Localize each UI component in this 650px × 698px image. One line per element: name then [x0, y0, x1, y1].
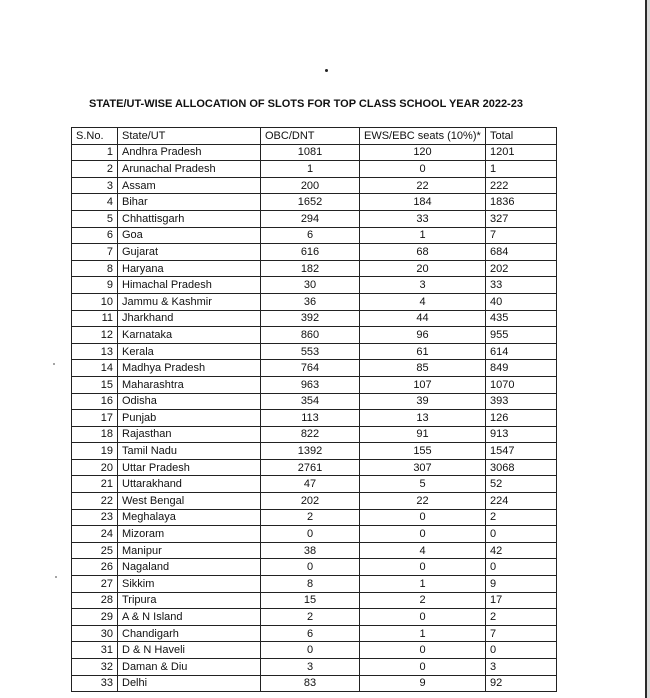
cell-obc: 30 — [261, 277, 360, 294]
cell-state: Assam — [118, 177, 261, 194]
table-row — [72, 244, 557, 261]
table-row — [72, 592, 557, 609]
table-row — [72, 493, 557, 510]
table-row — [72, 410, 557, 427]
cell-state: Manipur — [118, 542, 261, 559]
cell-total: 1547 — [486, 443, 557, 460]
cell-ews: 22 — [360, 493, 486, 510]
cell-state: Andhra Pradesh — [118, 144, 261, 161]
cell-sno: 1 — [72, 144, 118, 161]
cell-total: 1070 — [486, 376, 557, 393]
table-row — [72, 659, 557, 676]
cell-total: 40 — [486, 293, 557, 310]
header-state: State/UT — [118, 128, 261, 145]
cell-obc: 294 — [261, 210, 360, 227]
cell-state: Sikkim — [118, 576, 261, 593]
cell-state: Nagaland — [118, 559, 261, 576]
cell-ews: 91 — [360, 426, 486, 443]
cell-sno: 21 — [72, 476, 118, 493]
cell-obc: 1 — [261, 161, 360, 178]
cell-state: Tamil Nadu — [118, 443, 261, 460]
cell-sno: 32 — [72, 659, 118, 676]
cell-sno: 8 — [72, 260, 118, 277]
cell-sno: 2 — [72, 161, 118, 178]
cell-obc: 2761 — [261, 459, 360, 476]
cell-obc: 0 — [261, 526, 360, 543]
table-row — [72, 376, 557, 393]
table-row — [72, 526, 557, 543]
cell-ews: 39 — [360, 393, 486, 410]
table-row — [72, 177, 557, 194]
cell-ews: 1 — [360, 576, 486, 593]
cell-ews: 13 — [360, 410, 486, 427]
cell-state: Delhi — [118, 675, 261, 692]
cell-total: 1 — [486, 161, 557, 178]
cell-sno: 27 — [72, 576, 118, 593]
table-row — [72, 310, 557, 327]
cell-obc: 0 — [261, 642, 360, 659]
table-body — [72, 144, 557, 692]
cell-ews: 4 — [360, 293, 486, 310]
cell-ews: 5 — [360, 476, 486, 493]
cell-ews: 0 — [360, 526, 486, 543]
cell-ews: 33 — [360, 210, 486, 227]
cell-sno: 3 — [72, 177, 118, 194]
cell-state: Karnataka — [118, 327, 261, 344]
cell-state: Chhattisgarh — [118, 210, 261, 227]
table-row — [72, 194, 557, 211]
cell-obc: 392 — [261, 310, 360, 327]
cell-obc: 1652 — [261, 194, 360, 211]
cell-obc: 860 — [261, 327, 360, 344]
cell-obc: 963 — [261, 376, 360, 393]
cell-state: Uttarakhand — [118, 476, 261, 493]
cell-ews: 85 — [360, 360, 486, 377]
cell-sno: 19 — [72, 443, 118, 460]
cell-obc: 764 — [261, 360, 360, 377]
table-row — [72, 277, 557, 294]
header-obc: OBC/DNT — [261, 128, 360, 145]
cell-state: Jammu & Kashmir — [118, 293, 261, 310]
cell-state: D & N Haveli — [118, 642, 261, 659]
scan-speck — [55, 576, 57, 578]
cell-ews: 2 — [360, 592, 486, 609]
table-row — [72, 293, 557, 310]
cell-total: 9 — [486, 576, 557, 593]
cell-ews: 3 — [360, 277, 486, 294]
cell-sno: 12 — [72, 327, 118, 344]
cell-sno: 5 — [72, 210, 118, 227]
cell-total: 52 — [486, 476, 557, 493]
cell-sno: 25 — [72, 542, 118, 559]
cell-total: 955 — [486, 327, 557, 344]
cell-ews: 0 — [360, 609, 486, 626]
cell-ews: 0 — [360, 161, 486, 178]
cell-obc: 354 — [261, 393, 360, 410]
table-row — [72, 260, 557, 277]
cell-ews: 44 — [360, 310, 486, 327]
table-row — [72, 210, 557, 227]
cell-obc: 83 — [261, 675, 360, 692]
cell-sno: 10 — [72, 293, 118, 310]
cell-total: 614 — [486, 343, 557, 360]
cell-obc: 36 — [261, 293, 360, 310]
cell-sno: 7 — [72, 244, 118, 261]
cell-state: Maharashtra — [118, 376, 261, 393]
cell-state: Arunachal Pradesh — [118, 161, 261, 178]
cell-state: Gujarat — [118, 244, 261, 261]
cell-ews: 1 — [360, 625, 486, 642]
cell-state: Chandigarh — [118, 625, 261, 642]
cell-obc: 2 — [261, 509, 360, 526]
document-title: STATE/UT-WISE ALLOCATION OF SLOTS FOR TOP CLASS SCHOOL YEAR 2022-23 — [89, 98, 523, 110]
cell-obc: 182 — [261, 260, 360, 277]
cell-obc: 822 — [261, 426, 360, 443]
cell-total: 435 — [486, 310, 557, 327]
cell-ews: 120 — [360, 144, 486, 161]
cell-total: 684 — [486, 244, 557, 261]
page-edge-line — [645, 0, 647, 698]
cell-total: 327 — [486, 210, 557, 227]
cell-ews: 4 — [360, 542, 486, 559]
cell-obc: 553 — [261, 343, 360, 360]
cell-obc: 0 — [261, 559, 360, 576]
cell-sno: 24 — [72, 526, 118, 543]
cell-obc: 6 — [261, 227, 360, 244]
cell-total: 1836 — [486, 194, 557, 211]
table-row — [72, 576, 557, 593]
table-row — [72, 642, 557, 659]
cell-obc: 2 — [261, 609, 360, 626]
cell-total: 849 — [486, 360, 557, 377]
cell-sno: 4 — [72, 194, 118, 211]
cell-total: 0 — [486, 642, 557, 659]
cell-sno: 13 — [72, 343, 118, 360]
cell-state: Jharkhand — [118, 310, 261, 327]
cell-total: 224 — [486, 493, 557, 510]
cell-total: 7 — [486, 227, 557, 244]
cell-ews: 0 — [360, 509, 486, 526]
cell-sno: 28 — [72, 592, 118, 609]
cell-sno: 16 — [72, 393, 118, 410]
cell-obc: 113 — [261, 410, 360, 427]
cell-sno: 18 — [72, 426, 118, 443]
cell-total: 17 — [486, 592, 557, 609]
table-row — [72, 542, 557, 559]
cell-total: 2 — [486, 609, 557, 626]
cell-state: Bihar — [118, 194, 261, 211]
cell-state: Haryana — [118, 260, 261, 277]
cell-total: 1201 — [486, 144, 557, 161]
table-row — [72, 476, 557, 493]
cell-obc: 3 — [261, 659, 360, 676]
table-row — [72, 426, 557, 443]
cell-state: Tripura — [118, 592, 261, 609]
cell-total: 3 — [486, 659, 557, 676]
cell-ews: 61 — [360, 343, 486, 360]
cell-state: Daman & Diu — [118, 659, 261, 676]
cell-state: A & N Island — [118, 609, 261, 626]
cell-total: 0 — [486, 526, 557, 543]
scan-dot — [325, 69, 328, 72]
table-row — [72, 161, 557, 178]
cell-state: Madhya Pradesh — [118, 360, 261, 377]
cell-state: Goa — [118, 227, 261, 244]
cell-sno: 9 — [72, 277, 118, 294]
cell-sno: 29 — [72, 609, 118, 626]
cell-sno: 20 — [72, 459, 118, 476]
cell-ews: 22 — [360, 177, 486, 194]
cell-total: 222 — [486, 177, 557, 194]
cell-state: Rajasthan — [118, 426, 261, 443]
table-row — [72, 559, 557, 576]
cell-ews: 0 — [360, 659, 486, 676]
cell-obc: 1392 — [261, 443, 360, 460]
cell-sno: 15 — [72, 376, 118, 393]
cell-obc: 47 — [261, 476, 360, 493]
table-row — [72, 327, 557, 344]
cell-state: Punjab — [118, 410, 261, 427]
cell-state: Meghalaya — [118, 509, 261, 526]
cell-state: Uttar Pradesh — [118, 459, 261, 476]
cell-ews: 96 — [360, 327, 486, 344]
cell-total: 7 — [486, 625, 557, 642]
cell-sno: 26 — [72, 559, 118, 576]
cell-sno: 22 — [72, 493, 118, 510]
allocation-table — [71, 127, 557, 692]
cell-total: 393 — [486, 393, 557, 410]
cell-total: 42 — [486, 542, 557, 559]
cell-total: 33 — [486, 277, 557, 294]
cell-obc: 200 — [261, 177, 360, 194]
table-row — [72, 360, 557, 377]
cell-ews: 1 — [360, 227, 486, 244]
table-row — [72, 227, 557, 244]
cell-state: Himachal Pradesh — [118, 277, 261, 294]
cell-obc: 202 — [261, 493, 360, 510]
cell-total: 126 — [486, 410, 557, 427]
cell-total: 3068 — [486, 459, 557, 476]
table-row — [72, 509, 557, 526]
cell-total: 913 — [486, 426, 557, 443]
cell-obc: 616 — [261, 244, 360, 261]
cell-sno: 14 — [72, 360, 118, 377]
cell-total: 0 — [486, 559, 557, 576]
table-row — [72, 609, 557, 626]
table-row — [72, 459, 557, 476]
cell-ews: 307 — [360, 459, 486, 476]
cell-ews: 68 — [360, 244, 486, 261]
cell-obc: 38 — [261, 542, 360, 559]
table-row — [72, 343, 557, 360]
table-row — [72, 443, 557, 460]
cell-sno: 17 — [72, 410, 118, 427]
cell-obc: 1081 — [261, 144, 360, 161]
cell-sno: 6 — [72, 227, 118, 244]
cell-obc: 6 — [261, 625, 360, 642]
cell-ews: 155 — [360, 443, 486, 460]
cell-state: Odisha — [118, 393, 261, 410]
table-row — [72, 625, 557, 642]
cell-sno: 31 — [72, 642, 118, 659]
table-row — [72, 675, 557, 692]
cell-state: West Bengal — [118, 493, 261, 510]
cell-ews: 184 — [360, 194, 486, 211]
cell-ews: 0 — [360, 642, 486, 659]
cell-ews: 107 — [360, 376, 486, 393]
cell-sno: 33 — [72, 675, 118, 692]
cell-sno: 23 — [72, 509, 118, 526]
scan-speck — [53, 363, 55, 365]
cell-obc: 8 — [261, 576, 360, 593]
header-total: Total — [486, 128, 557, 145]
cell-total: 92 — [486, 675, 557, 692]
cell-ews: 9 — [360, 675, 486, 692]
table-header-row — [72, 128, 557, 145]
cell-state: Mizoram — [118, 526, 261, 543]
header-sno: S.No. — [72, 128, 118, 145]
header-ews: EWS/EBC seats (10%)* — [360, 128, 486, 145]
cell-state: Kerala — [118, 343, 261, 360]
cell-ews: 20 — [360, 260, 486, 277]
cell-sno: 11 — [72, 310, 118, 327]
cell-total: 2 — [486, 509, 557, 526]
cell-obc: 15 — [261, 592, 360, 609]
cell-sno: 30 — [72, 625, 118, 642]
cell-total: 202 — [486, 260, 557, 277]
table-row — [72, 144, 557, 161]
cell-ews: 0 — [360, 559, 486, 576]
table-row — [72, 393, 557, 410]
